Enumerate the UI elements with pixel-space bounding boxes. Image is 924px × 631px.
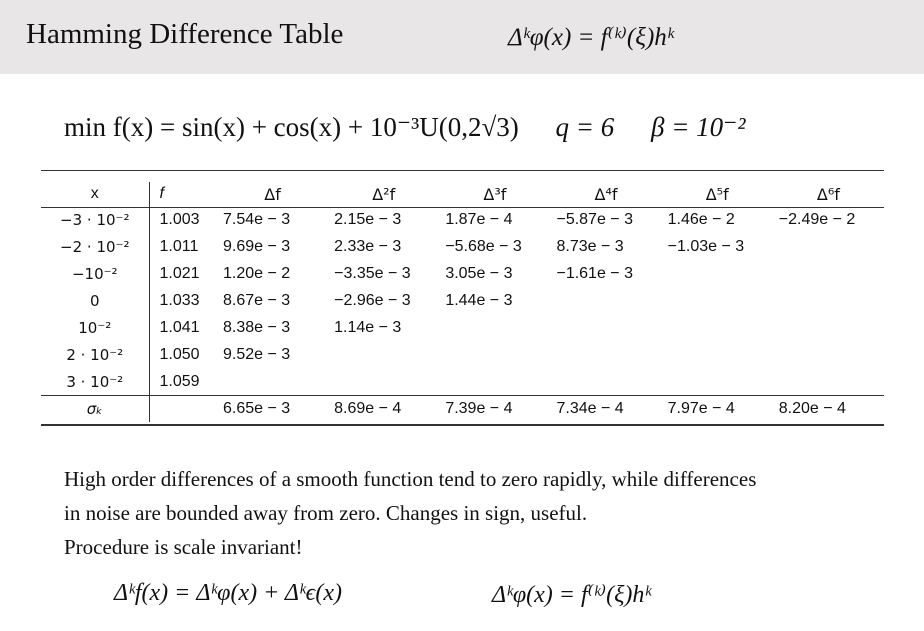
cell-d3: 1.44e − 3 — [445, 291, 513, 309]
cell-d5 — [662, 341, 773, 368]
header-formula: Δᵏφ(x) = f⁽ᵏ⁾(ξ)hᵏ — [508, 24, 674, 51]
beta-parameter: β = 10⁻² — [651, 112, 746, 142]
cell-d6 — [773, 287, 884, 314]
cell-x: −2 · 10⁻² — [60, 237, 130, 256]
header-f: f — [149, 182, 217, 206]
cell-d5: −1.03e − 3 — [667, 237, 745, 255]
cell-f: 1.011 — [149, 233, 217, 260]
sigma-d4: 7.34e − 4 — [550, 396, 661, 423]
table-row — [41, 206, 884, 233]
cell-d2: −2.96e − 3 — [334, 291, 411, 309]
cell-d3: −5.68e − 3 — [445, 237, 522, 255]
cell-x: 0 — [89, 291, 100, 310]
table-row — [41, 341, 884, 368]
cell-f: 1.059 — [149, 368, 217, 396]
cell-d4: −5.87e − 3 — [556, 210, 633, 228]
cell-d5 — [662, 260, 773, 287]
cell-d5: 1.46e − 2 — [667, 210, 735, 228]
table-row — [41, 233, 884, 260]
slide-title: Hamming Difference Table — [26, 18, 344, 50]
table-row — [41, 314, 884, 341]
table-row — [41, 287, 884, 314]
cell-d1: 8.67e − 3 — [223, 291, 291, 309]
cell-d4 — [550, 287, 661, 314]
cell-d5 — [662, 368, 773, 396]
cell-f: 1.021 — [149, 260, 217, 287]
cell-x: 2 · 10⁻² — [66, 345, 124, 364]
cell-f: 1.003 — [149, 206, 217, 233]
cell-d3 — [439, 341, 550, 368]
table-row — [41, 260, 884, 287]
sigma-d1: 6.65e − 3 — [217, 396, 328, 423]
cell-x: −10⁻² — [71, 264, 118, 283]
sigma-d2: 8.69e − 4 — [328, 396, 439, 423]
cell-d1: 7.54e − 3 — [223, 210, 291, 228]
cell-x: 3 · 10⁻² — [66, 372, 124, 391]
header-delta5: Δ⁵f — [705, 184, 729, 204]
cell-x: 10⁻² — [78, 318, 112, 337]
explanation-line-3: Procedure is scale invariant! — [64, 535, 303, 559]
sigma-f-empty — [149, 396, 217, 423]
cell-d3 — [439, 368, 550, 396]
cell-d2 — [328, 341, 439, 368]
difference-table — [41, 182, 884, 422]
cell-d5 — [662, 314, 773, 341]
cell-d6 — [773, 260, 884, 287]
table-top-rule — [41, 170, 884, 171]
cell-x: −3 · 10⁻² — [60, 210, 130, 229]
explanation-paragraph — [64, 462, 884, 564]
cell-d2: 2.15e − 3 — [334, 210, 402, 228]
explanation-line-1: High order differences of a smooth function tend to zero rapidly, while differences — [64, 467, 757, 491]
cell-d1: 9.69e − 3 — [223, 237, 291, 255]
header-delta1: Δf — [264, 184, 281, 204]
header-delta3: Δ³f — [483, 184, 507, 204]
header-delta6: Δ⁶f — [816, 184, 840, 204]
cell-d6: −2.49e − 2 — [778, 210, 856, 228]
cell-d3: 3.05e − 3 — [445, 264, 513, 282]
table-row — [41, 368, 884, 396]
header-x: x — [90, 185, 99, 202]
header-bar — [0, 0, 924, 74]
explanation-line-2: in noise are bounded away from zero. Changes in sign, useful. — [64, 501, 588, 525]
cell-f: 1.050 — [149, 341, 217, 368]
table-bottom-rule — [41, 424, 884, 426]
sigma-row — [41, 396, 884, 423]
decomposition-formula: Δᵏf(x) = Δᵏφ(x) + Δᵏϵ(x) — [114, 580, 342, 606]
header-delta2: Δ²f — [372, 184, 396, 204]
cell-f: 1.033 — [149, 287, 217, 314]
cell-d1: 1.20e − 2 — [223, 264, 291, 282]
cell-f: 1.041 — [149, 314, 217, 341]
sigma-d5: 7.97e − 4 — [662, 396, 773, 423]
cell-d1: 8.38e − 3 — [223, 318, 291, 336]
cell-d4 — [550, 368, 661, 396]
cell-d1: 9.52e − 3 — [223, 345, 291, 363]
cell-d4 — [550, 341, 661, 368]
cell-d4: 8.73e − 3 — [556, 237, 624, 255]
cell-d3 — [439, 314, 550, 341]
cell-d6 — [773, 341, 884, 368]
sigma-d6: 8.20e − 4 — [773, 396, 884, 423]
cell-d6 — [773, 368, 884, 396]
cell-d4 — [550, 314, 661, 341]
objective-formula: min f(x) = sin(x) + cos(x) + 10⁻³U(0,2√3) — [64, 112, 519, 142]
sigma-d3: 7.39e − 4 — [439, 396, 550, 423]
cell-d5 — [662, 287, 773, 314]
sigma-label: σₖ — [41, 396, 149, 423]
q-parameter: q = 6 — [555, 112, 615, 142]
cell-d6 — [773, 314, 884, 341]
table-header-row — [41, 182, 884, 206]
cell-d4: −1.61e − 3 — [556, 264, 633, 282]
cell-d2 — [328, 368, 439, 396]
problem-statement — [64, 112, 746, 143]
cell-d6 — [773, 233, 884, 260]
cell-d1 — [217, 368, 328, 396]
header-delta4: Δ⁴f — [594, 184, 618, 204]
cell-d2: 2.33e − 3 — [334, 237, 402, 255]
cell-d2: −3.35e − 3 — [334, 264, 411, 282]
cell-d2: 1.14e − 3 — [334, 318, 402, 336]
smooth-difference-formula: Δᵏφ(x) = f⁽ᵏ⁾(ξ)hᵏ — [492, 582, 652, 608]
cell-d3: 1.87e − 4 — [445, 210, 513, 228]
